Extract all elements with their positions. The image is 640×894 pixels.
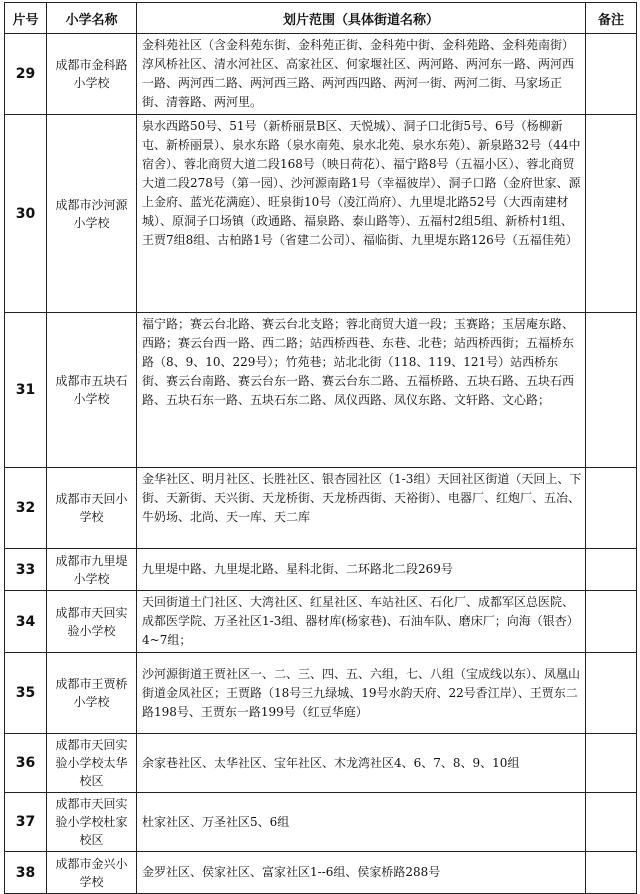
row-no: 38 <box>5 852 47 894</box>
table-row <box>5 591 637 653</box>
row-area: 泉水西路50号、51号（新桥丽景B区、天悦城）、洞子口北街5号、6号（杨柳新屯、新桥丽景）、泉水东路（泉水南苑、泉水北苑、泉水东苑）、新泉路32号（44中宿舍）、蓉北商贸大道二段168号（映日荷花）、福宁路8号（五福小区）、蓉北商贸大道二段278号（第一园）、沙河源南路1号（幸福彼岸）、洞子口路（金府世家、源上金府、蓝光花满庭）、旺泉街10号（凌江尚府）、九里堤北路52号（大西南建材城）、原洞子口场镇（政通路、福泉路、泰山路等）、五福村2组5组、新桥村1组、王贾7组8组、古柏路1号（省建二公司）、福临街、九里堤东路126号（五福佳苑） <box>137 115 586 313</box>
table-header-row <box>5 3 637 34</box>
header-no: 片号 <box>5 3 47 34</box>
row-note <box>586 793 637 852</box>
row-note <box>586 549 637 591</box>
row-area: 余家巷社区、太华社区、宝年社区、木龙湾社区4、6、7、8、9、10组 <box>137 734 586 793</box>
row-note <box>586 468 637 549</box>
row-area: 金华社区、明月社区、长胜社区、银杏园社区（1-3组）天回社区街道（天回上、下街、天新街、天兴街、天龙桥街、天龙桥西街、天裕街）、电器厂、红炮厂、五冶、牛奶场、北尚、天一库、天二库 <box>137 468 586 549</box>
table-row <box>5 115 637 313</box>
row-no: 29 <box>5 34 47 115</box>
row-school: 成都市金科路小学校 <box>47 34 137 115</box>
row-no: 37 <box>5 793 47 852</box>
header-area: 划片范围（具体街道名称） <box>137 3 586 34</box>
table-row <box>5 852 637 894</box>
table-row <box>5 313 637 468</box>
row-note <box>586 34 637 115</box>
row-note <box>586 115 637 313</box>
row-area: 金科苑社区（含金科苑东街、金科苑正街、金科苑中街、金科苑路、金科苑南街）淳风桥社区、清水河社区、高家社区、何家堰社区、两河路、两河东一路、两河西一路、两河西二路、两河西三路、两河西四路、两河一街、两河二街、马家场正街、清蓉路、两河里。 <box>137 34 586 115</box>
row-no: 32 <box>5 468 47 549</box>
row-note <box>586 852 637 894</box>
table-row <box>5 793 637 852</box>
table-row <box>5 653 637 734</box>
school-district-table <box>4 2 637 894</box>
row-area: 沙河源街道王贾社区一、二、三、四、五、六组，七、八组（宝成线以东）、凤凰山街道金凤社区；王贾路（18号三九绿城、19号水韵天府、22号香江岸）、王贾东二路198号、王贾东一路199号（红豆华庭） <box>137 653 586 734</box>
row-area: 天回街道土门社区、大湾社区、红星社区、车站社区、石化厂、成都军区总医院、成都医学院、万圣社区1-3组、器材库(杨家巷)、石油车队、磨床厂；向海（银杏）4~7组； <box>137 591 586 653</box>
row-area: 九里堤中路、九里堤北路、星科北街、二环路北二段269号 <box>137 549 586 591</box>
row-no: 36 <box>5 734 47 793</box>
row-no: 34 <box>5 591 47 653</box>
row-no: 31 <box>5 313 47 468</box>
row-area: 福宁路；赛云台北路、赛云台北支路；蓉北商贸大道一段；玉赛路；玉居庵东路、西路；赛云台西一路、西二路；站西桥西巷、东巷、北巷；站西桥西街；五福桥东路（8、9、10、229号）；竹苑巷；站北北街（118、119、121号）站西桥东街、赛云台南路、赛云台东一路、赛云台东二路、五福桥路、五块石路、五块石西路、五块石东一路、五块石东二路、凤仪西路、凤仪东路、文轩路、文心路； <box>137 313 586 468</box>
row-school: 成都市天回实验小学校杜家校区 <box>47 793 137 852</box>
row-no: 35 <box>5 653 47 734</box>
row-note <box>586 313 637 468</box>
row-school: 成都市王贾桥小学校 <box>47 653 137 734</box>
row-area: 杜家社区、万圣社区5、6组 <box>137 793 586 852</box>
row-school: 成都市天回实验小学校 <box>47 591 137 653</box>
row-area: 金罗社区、侯家社区、富家社区1--6组、侯家桥路288号 <box>137 852 586 894</box>
header-note: 备注 <box>586 3 637 34</box>
row-no: 33 <box>5 549 47 591</box>
row-school: 成都市金兴小学校 <box>47 852 137 894</box>
table-row <box>5 468 637 549</box>
row-school: 成都市天回小学校 <box>47 468 137 549</box>
header-school: 小学名称 <box>47 3 137 34</box>
row-school: 成都市天回实验小学校太华校区 <box>47 734 137 793</box>
row-note <box>586 734 637 793</box>
row-no: 30 <box>5 115 47 313</box>
row-note <box>586 591 637 653</box>
table-row <box>5 549 637 591</box>
row-school: 成都市九里堤小学校 <box>47 549 137 591</box>
table-row <box>5 34 637 115</box>
row-note <box>586 653 637 734</box>
row-school: 成都市五块石小学校 <box>47 313 137 468</box>
row-school: 成都市沙河源小学校 <box>47 115 137 313</box>
table-row <box>5 734 637 793</box>
